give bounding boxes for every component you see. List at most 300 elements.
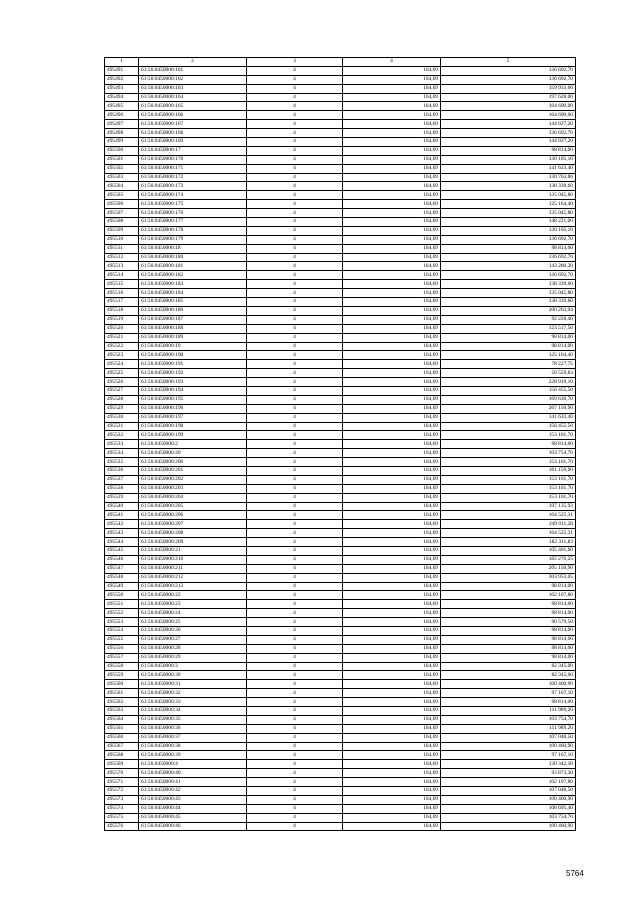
table-cell-col-2: 61:56:0450000:196 [139, 404, 247, 413]
table-row [105, 529, 576, 538]
table-cell-col-4: 164,69 [343, 546, 441, 555]
table-cell-col-5: 197 628,00 [441, 93, 576, 102]
table-cell-col-3: 4 [247, 298, 343, 307]
table-cell-col-2: 61:56:0450000:46 [139, 822, 247, 831]
table-cell-col-3: 4 [247, 253, 343, 262]
table-cell-col-5: 138 339,60 [441, 182, 576, 191]
table-cell-col-4: 164,69 [343, 404, 441, 413]
table-cell-col-2: 61:56:0450000:177 [139, 218, 247, 227]
table-cell-col-3: 4 [247, 600, 343, 609]
table-cell-col-3: 4 [247, 609, 343, 618]
table-cell-col-5: 130 342,30 [441, 760, 576, 769]
table-cell-col-1: 495520 [105, 324, 139, 333]
table-cell-col-1: 495519 [105, 315, 139, 324]
table-cell-col-3: 4 [247, 404, 343, 413]
table-cell-col-5: 98 814,00 [441, 609, 576, 618]
table-cell-col-5: 138 339,60 [441, 298, 576, 307]
table-row [105, 813, 576, 822]
table-cell-col-1: 495537 [105, 475, 139, 484]
table-cell-col-2: 61:56:0450000:203 [139, 484, 247, 493]
table-cell-col-5: 185 276,25 [441, 555, 576, 564]
table-cell-col-2: 61:56:0450000:173 [139, 182, 247, 191]
table-cell-col-3: 4 [247, 573, 343, 582]
table-cell-col-5: 78 227,75 [441, 360, 576, 369]
table-cell-col-2: 61:56:0450000:41 [139, 778, 247, 787]
table-cell-col-5: 82 345,00 [441, 662, 576, 671]
table-row [105, 93, 576, 102]
table-cell-col-2: 61:56:0450000:3 [139, 662, 247, 671]
table-cell-col-3: 4 [247, 378, 343, 387]
table-cell-col-1: 495496 [105, 111, 139, 120]
table-cell-col-3: 4 [247, 173, 343, 182]
table-cell-col-1: 495508 [105, 218, 139, 227]
table-cell-col-1: 495576 [105, 822, 139, 831]
table-cell-col-1: 495507 [105, 209, 139, 218]
table-row [105, 564, 576, 573]
table-cell-col-5: 98 814,00 [441, 698, 576, 707]
table-cell-col-1: 495498 [105, 129, 139, 138]
table-cell-col-5: 98 814,00 [441, 244, 576, 253]
table-cell-col-3: 4 [247, 787, 343, 796]
table-cell-col-4: 164,69 [343, 218, 441, 227]
table-cell-col-1: 495530 [105, 413, 139, 422]
table-cell-col-1: 495531 [105, 422, 139, 431]
table-cell-col-3: 4 [247, 795, 343, 804]
table-cell-col-4: 164,69 [343, 751, 441, 760]
table-cell-col-5: 108 695,40 [441, 804, 576, 813]
table-cell-col-1: 495516 [105, 289, 139, 298]
table-cell-col-2: 61:56:0450000:182 [139, 271, 247, 280]
table-cell-col-1: 495501 [105, 155, 139, 164]
table-cell-col-5: 159 933,66 [441, 84, 576, 93]
table-cell-col-4: 164,69 [343, 502, 441, 511]
table-cell-col-4: 164,69 [343, 653, 441, 662]
table-cell-col-4: 164,69 [343, 395, 441, 404]
table-cell-col-3: 4 [247, 351, 343, 360]
table-cell-col-3: 4 [247, 164, 343, 173]
table-row [105, 751, 576, 760]
table-cell-col-1: 495517 [105, 298, 139, 307]
table-cell-col-4: 164,69 [343, 315, 441, 324]
table-cell-col-3: 4 [247, 751, 343, 760]
table-cell-col-4: 164,69 [343, 724, 441, 733]
table-cell-col-3: 4 [247, 742, 343, 751]
table-cell-col-4: 164,69 [343, 698, 441, 707]
table-cell-col-3: 4 [247, 129, 343, 138]
table-cell-col-2: 61:56:0450000:208 [139, 529, 247, 538]
table-cell-col-1: 495559 [105, 671, 139, 680]
table-body [105, 66, 576, 831]
table-cell-col-5: 97 167,10 [441, 751, 576, 760]
table-cell-col-2: 61:56:0450000:169 [139, 138, 247, 147]
table-cell-col-5: 102 107,80 [441, 778, 576, 787]
table-cell-col-2: 61:56:0450000:192 [139, 369, 247, 378]
table-cell-col-2: 61:56:0450000:199 [139, 431, 247, 440]
table-cell-col-5: 148 221,00 [441, 218, 576, 227]
table-row [105, 342, 576, 351]
table-cell-col-1: 495521 [105, 333, 139, 342]
table-cell-col-4: 164,69 [343, 822, 441, 831]
table-cell-col-2: 61:56:0450000:19 [139, 342, 247, 351]
table-cell-col-2: 61:56:0450000:168 [139, 129, 247, 138]
table-cell-col-1: 495505 [105, 191, 139, 200]
table-cell-col-3: 4 [247, 582, 343, 591]
table-cell-col-5: 98 814,00 [441, 653, 576, 662]
table-cell-col-1: 495533 [105, 440, 139, 449]
table-row [105, 778, 576, 787]
table-cell-col-1: 495540 [105, 502, 139, 511]
table-cell-col-3: 4 [247, 342, 343, 351]
table-cell-col-3: 4 [247, 698, 343, 707]
table-cell-col-2: 61:56:0450000:194 [139, 386, 247, 395]
table-cell-col-4: 164,69 [343, 333, 441, 342]
table-row [105, 698, 576, 707]
table-cell-col-1: 495572 [105, 787, 139, 796]
table-cell-col-5: 135 045,80 [441, 191, 576, 200]
table-cell-col-5: 98 814,00 [441, 440, 576, 449]
table-cell-col-3: 4 [247, 111, 343, 120]
table-cell-col-3: 4 [247, 511, 343, 520]
table-cell-col-2: 61:56:0450000:23 [139, 600, 247, 609]
table-cell-col-3: 4 [247, 769, 343, 778]
table-cell-col-5: 100 460,90 [441, 742, 576, 751]
table-cell-col-5: 164 525,31 [441, 511, 576, 520]
table-cell-col-1: 495567 [105, 742, 139, 751]
table-cell-col-4: 164,69 [343, 564, 441, 573]
table-cell-col-2: 61:56:0450000:188 [139, 324, 247, 333]
table-cell-col-4: 164,69 [343, 573, 441, 582]
table-cell-col-5: 153 161,70 [441, 458, 576, 467]
table-cell-col-3: 4 [247, 262, 343, 271]
table-cell-col-2: 61:56:0450000:44 [139, 804, 247, 813]
table-cell-col-4: 164,69 [343, 146, 441, 155]
table-row [105, 671, 576, 680]
table-cell-col-4: 164,69 [343, 369, 441, 378]
table-cell-col-2: 61:56:0450000:198 [139, 422, 247, 431]
table-cell-col-3: 4 [247, 813, 343, 822]
table-cell-col-5: 98 814,00 [441, 627, 576, 636]
table-row [105, 244, 576, 253]
table-row [105, 253, 576, 262]
table-cell-col-4: 164,69 [343, 138, 441, 147]
table-cell-col-4: 164,69 [343, 324, 441, 333]
table-row [105, 191, 576, 200]
table-cell-col-4: 164,69 [343, 191, 441, 200]
table-row [105, 386, 576, 395]
table-cell-col-1: 495560 [105, 680, 139, 689]
table-cell-col-2: 61:56:0450000:204 [139, 493, 247, 502]
table-cell-col-1: 495522 [105, 342, 139, 351]
table-cell-col-2: 61:56:0450000:4 [139, 760, 247, 769]
table-cell-col-3: 4 [247, 627, 343, 636]
table-cell-col-2: 61:56:0450000:191 [139, 360, 247, 369]
table-row [105, 111, 576, 120]
table-cell-col-4: 164,69 [343, 635, 441, 644]
table-row [105, 760, 576, 769]
table-row [105, 591, 576, 600]
table-cell-col-5: 103 754,70 [441, 813, 576, 822]
table-header [105, 58, 576, 67]
table-cell-col-2: 61:56:0450000:38 [139, 742, 247, 751]
table-cell-col-2: 61:56:0450000:24 [139, 609, 247, 618]
table-cell-col-5: 103 754,70 [441, 715, 576, 724]
table-row [105, 351, 576, 360]
table-cell-col-2: 61:56:0450000:37 [139, 733, 247, 742]
table-cell-col-1: 495525 [105, 369, 139, 378]
table-cell-col-2: 61:56:0450000:22 [139, 591, 247, 600]
table-cell-col-1: 495557 [105, 653, 139, 662]
table-cell-col-2: 61:56:0450000:43 [139, 795, 247, 804]
table-cell-col-1: 495574 [105, 804, 139, 813]
table-cell-col-3: 4 [247, 733, 343, 742]
table-cell-col-1: 495515 [105, 280, 139, 289]
table-cell-col-1: 495503 [105, 173, 139, 182]
table-cell-col-3: 4 [247, 146, 343, 155]
table-row [105, 306, 576, 315]
table-cell-col-5: 153 161,70 [441, 484, 576, 493]
table-cell-col-3: 4 [247, 431, 343, 440]
header-row [105, 58, 576, 67]
table-cell-col-3: 4 [247, 715, 343, 724]
table-cell-col-3: 4 [247, 280, 343, 289]
table-cell-col-5: 197 135,93 [441, 502, 576, 511]
table-cell-col-5: 138 339,60 [441, 280, 576, 289]
table-cell-col-3: 4 [247, 680, 343, 689]
table-cell-col-4: 164,69 [343, 644, 441, 653]
table-cell-col-1: 495502 [105, 164, 139, 173]
table-cell-col-2: 61:56:0450000:161 [139, 66, 247, 75]
table-cell-col-1: 495541 [105, 511, 139, 520]
table-cell-col-2: 61:56:0450000:189 [139, 333, 247, 342]
table-cell-col-3: 4 [247, 635, 343, 644]
table-cell-col-2: 61:56:0450000:163 [139, 84, 247, 93]
table-cell-col-4: 164,69 [343, 466, 441, 475]
table-cell-col-4: 164,69 [343, 733, 441, 742]
table-row [105, 120, 576, 129]
table-cell-col-2: 61:56:0450000:30 [139, 671, 247, 680]
table-cell-col-4: 164,69 [343, 431, 441, 440]
table-cell-col-2: 61:56:0450000:31 [139, 680, 247, 689]
table-cell-col-2: 61:56:0450000:35 [139, 715, 247, 724]
table-cell-col-2: 61:56:0450000:211 [139, 564, 247, 573]
table-cell-col-3: 4 [247, 200, 343, 209]
table-row [105, 324, 576, 333]
table-cell-col-3: 4 [247, 546, 343, 555]
table-cell-col-5: 98 814,00 [441, 582, 576, 591]
table-cell-col-2: 61:56:0450000:205 [139, 502, 247, 511]
table-row [105, 600, 576, 609]
table-cell-col-5: 267 150,90 [441, 404, 576, 413]
table-cell-col-4: 164,69 [343, 84, 441, 93]
table-cell-col-1: 495575 [105, 813, 139, 822]
table-cell-col-3: 4 [247, 493, 343, 502]
table-row [105, 431, 576, 440]
table-row [105, 146, 576, 155]
table-cell-col-1: 495504 [105, 182, 139, 191]
table-cell-col-1: 495548 [105, 573, 139, 582]
table-cell-col-5: 181 159,00 [441, 466, 576, 475]
table-cell-col-5: 100 460,90 [441, 822, 576, 831]
table-cell-col-5: 93 873,30 [441, 769, 576, 778]
header-col-1: 1 [105, 58, 139, 67]
table-cell-col-5: 153 161,70 [441, 493, 576, 502]
table-row [105, 466, 576, 475]
table-row [105, 769, 576, 778]
table-cell-col-2: 61:56:0450000:213 [139, 582, 247, 591]
table-cell-col-4: 164,69 [343, 795, 441, 804]
table-cell-col-3: 4 [247, 458, 343, 467]
table-cell-col-2: 61:56:0450000:34 [139, 707, 247, 716]
table-row [105, 804, 576, 813]
table-cell-col-5: 144 927,20 [441, 120, 576, 129]
table-cell-col-4: 164,69 [343, 164, 441, 173]
table-cell-col-1: 495511 [105, 244, 139, 253]
table-cell-col-1: 495493 [105, 84, 139, 93]
table-row [105, 182, 576, 191]
table-cell-col-5: 98 814,00 [441, 342, 576, 351]
table-cell-col-3: 4 [247, 484, 343, 493]
table-cell-col-3: 4 [247, 333, 343, 342]
table-cell-col-5: 135 045,80 [441, 289, 576, 298]
table-cell-col-3: 4 [247, 271, 343, 280]
table-cell-col-1: 495571 [105, 778, 139, 787]
table-cell-col-3: 4 [247, 102, 343, 111]
header-col-5: 5 [441, 58, 576, 67]
table-cell-col-2: 61:56:0450000:200 [139, 458, 247, 467]
table-row [105, 653, 576, 662]
table-cell-col-3: 4 [247, 244, 343, 253]
table-row [105, 200, 576, 209]
table-cell-col-2: 61:56:0450000:181 [139, 262, 247, 271]
table-cell-col-1: 495532 [105, 431, 139, 440]
table-cell-col-3: 4 [247, 289, 343, 298]
table-cell-col-5: 98 814,00 [441, 146, 576, 155]
table-cell-col-5: 107 048,50 [441, 733, 576, 742]
table-cell-col-3: 4 [247, 226, 343, 235]
table-cell-col-5: 111 989,20 [441, 724, 576, 733]
table-row [105, 715, 576, 724]
table-row [105, 502, 576, 511]
table-cell-col-3: 4 [247, 591, 343, 600]
table-cell-col-5: 135 045,80 [441, 209, 576, 218]
table-cell-col-1: 495494 [105, 93, 139, 102]
table-cell-col-4: 164,69 [343, 493, 441, 502]
table-cell-col-1: 495528 [105, 395, 139, 404]
table-cell-col-2: 61:56:0450000:201 [139, 466, 247, 475]
table-cell-col-2: 61:56:0450000:209 [139, 538, 247, 547]
table-cell-col-2: 61:56:0450000:42 [139, 787, 247, 796]
table-cell-col-2: 61:56:0450000:165 [139, 102, 247, 111]
table-cell-col-3: 4 [247, 440, 343, 449]
table-row [105, 164, 576, 173]
table-cell-col-4: 164,69 [343, 360, 441, 369]
table-cell-col-5: 164 690,00 [441, 111, 576, 120]
table-cell-col-4: 164,69 [343, 306, 441, 315]
table-row [105, 209, 576, 218]
table-cell-col-2: 61:56:0450000:184 [139, 289, 247, 298]
table-cell-col-3: 4 [247, 138, 343, 147]
table-cell-col-3: 4 [247, 538, 343, 547]
table-cell-col-3: 4 [247, 475, 343, 484]
table-row [105, 733, 576, 742]
table-cell-col-3: 4 [247, 804, 343, 813]
table-cell-col-5: 105 401,60 [441, 546, 576, 555]
page-number: 5764 [566, 869, 584, 878]
table-cell-col-2: 61:56:0450000:195 [139, 395, 247, 404]
table-cell-col-5: 125 164,40 [441, 200, 576, 209]
table-cell-col-1: 495538 [105, 484, 139, 493]
table-cell-col-5: 130 763,86 [441, 173, 576, 182]
table-cell-col-1: 495546 [105, 555, 139, 564]
table-cell-col-5: 90 579,50 [441, 618, 576, 627]
table-cell-col-5: 82 345,00 [441, 671, 576, 680]
table-cell-col-4: 164,69 [343, 600, 441, 609]
table-cell-col-2: 61:56:0450000:185 [139, 298, 247, 307]
table-cell-col-2: 61:56:0450000:18 [139, 244, 247, 253]
table-cell-col-1: 495536 [105, 466, 139, 475]
table-cell-col-3: 4 [247, 502, 343, 511]
table-cell-col-2: 61:56:0450000:180 [139, 253, 247, 262]
table-row [105, 129, 576, 138]
table-cell-col-5: 102 107,80 [441, 591, 576, 600]
table-cell-col-3: 4 [247, 324, 343, 333]
table-cell-col-1: 495547 [105, 564, 139, 573]
table-cell-col-4: 164,69 [343, 804, 441, 813]
table-cell-col-5: 164 690,00 [441, 102, 576, 111]
table-cell-col-5: 98 814,00 [441, 644, 576, 653]
table-cell-col-5: 265 150,90 [441, 564, 576, 573]
table-cell-col-2: 61:56:0450000:186 [139, 306, 247, 315]
table-cell-col-4: 164,69 [343, 111, 441, 120]
table-cell-col-3: 4 [247, 707, 343, 716]
table-cell-col-1: 495556 [105, 644, 139, 653]
table-cell-col-4: 164,69 [343, 662, 441, 671]
table-cell-col-1: 495510 [105, 235, 139, 244]
table-cell-col-1: 495553 [105, 618, 139, 627]
table-cell-col-3: 4 [247, 75, 343, 84]
table-row [105, 298, 576, 307]
table-cell-col-4: 164,69 [343, 102, 441, 111]
table-row [105, 511, 576, 520]
table-row [105, 378, 576, 387]
table-cell-col-4: 164,69 [343, 609, 441, 618]
table-row [105, 271, 576, 280]
table-row [105, 262, 576, 271]
table-cell-col-3: 4 [247, 778, 343, 787]
table-cell-col-1: 495542 [105, 520, 139, 529]
table-cell-col-2: 61:56:0450000:174 [139, 191, 247, 200]
table-row [105, 555, 576, 564]
table-cell-col-4: 164,69 [343, 689, 441, 698]
table-cell-col-5: 153 161,70 [441, 431, 576, 440]
table-cell-col-2: 61:56:0450000:187 [139, 315, 247, 324]
table-cell-col-4: 164,69 [343, 93, 441, 102]
table-cell-col-3: 4 [247, 84, 343, 93]
table-cell-col-5: 136 692,70 [441, 271, 576, 280]
table-cell-col-2: 61:56:0450000:45 [139, 813, 247, 822]
table-cell-col-5: 130 105,10 [441, 226, 576, 235]
table-cell-col-5: 136 692,70 [441, 253, 576, 262]
table-cell-col-3: 4 [247, 182, 343, 191]
table-cell-col-1: 495551 [105, 600, 139, 609]
table-cell-col-4: 164,69 [343, 707, 441, 716]
table-cell-col-2: 61:56:0450000:170 [139, 155, 247, 164]
table-cell-col-3: 4 [247, 822, 343, 831]
table-cell-col-3: 4 [247, 689, 343, 698]
table-cell-col-1: 495513 [105, 262, 139, 271]
table-cell-col-2: 61:56:0450000:206 [139, 511, 247, 520]
table-row [105, 644, 576, 653]
